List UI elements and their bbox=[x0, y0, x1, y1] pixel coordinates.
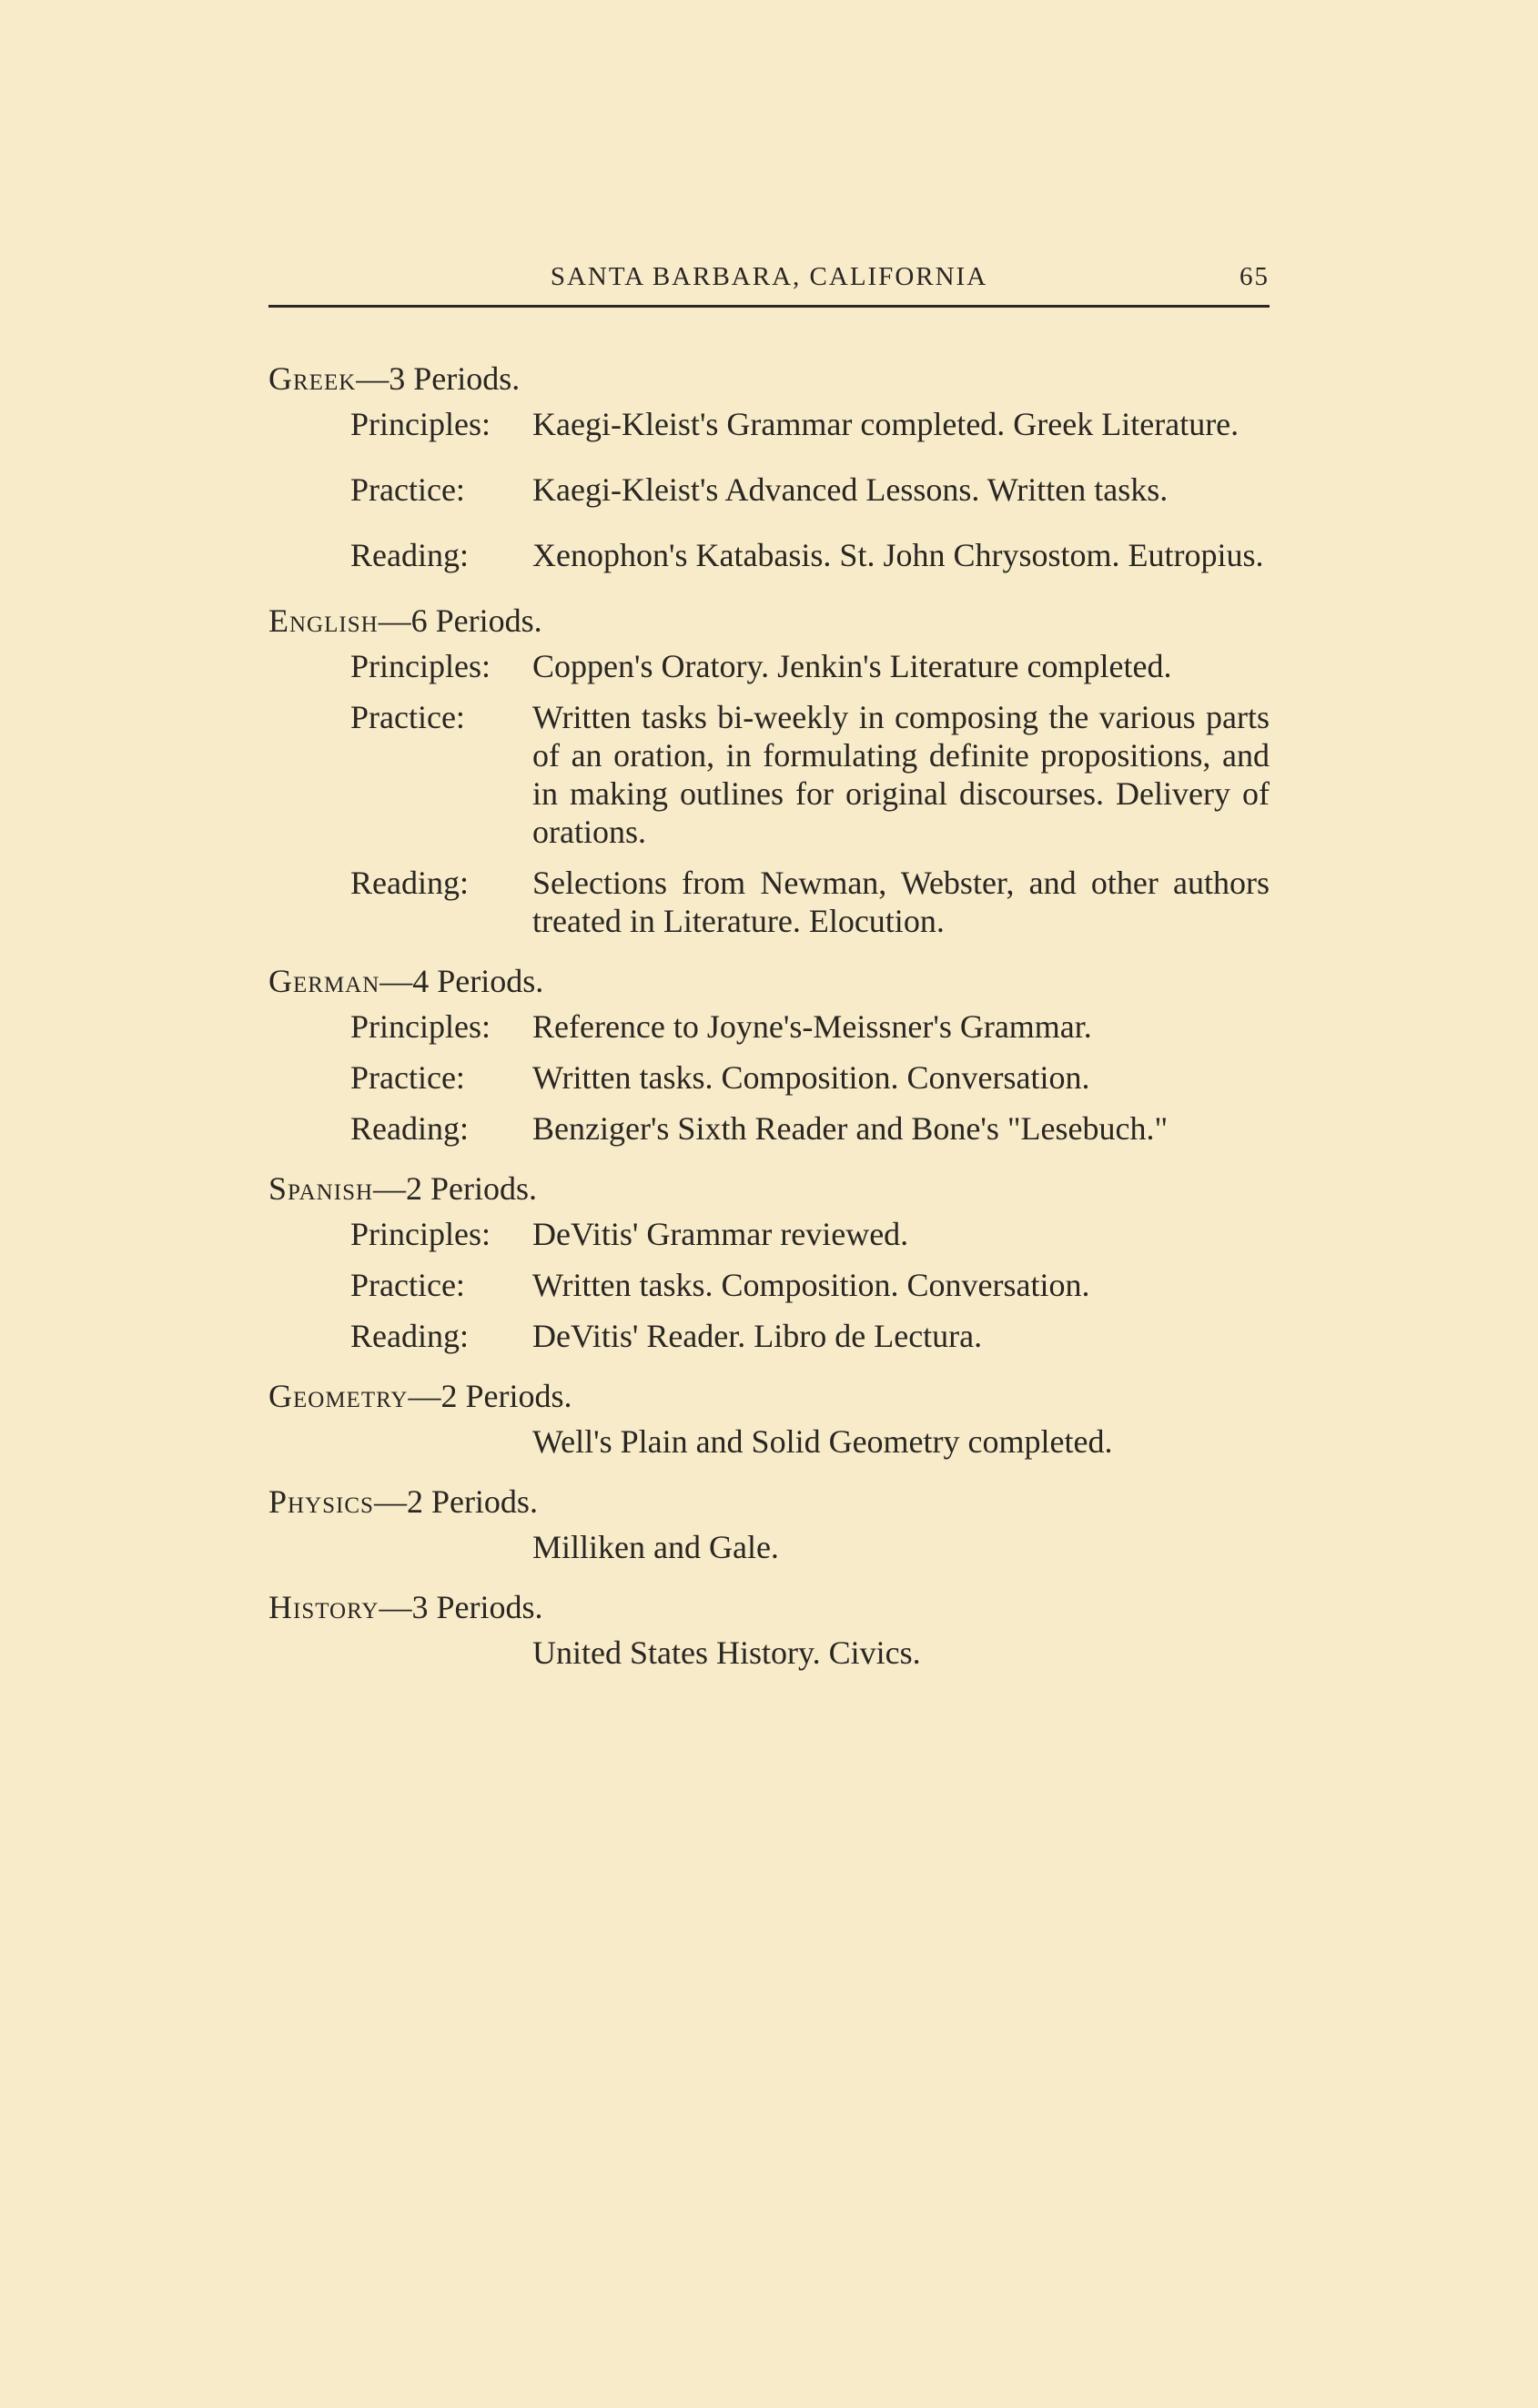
row-text: DeVitis' Reader. Libro de Lectura. bbox=[532, 1318, 983, 1354]
subject-row bbox=[268, 698, 1270, 851]
subject-name: Greek bbox=[268, 360, 357, 397]
row-text: Written tasks bi-weekly in composing the various parts of an oration, in formulating definite propositions, and in making outlines for original discourses. Delivery of orations. bbox=[532, 699, 1270, 850]
row-label: Practice: bbox=[350, 471, 465, 508]
row-label: Principles: bbox=[350, 648, 491, 684]
subject-row bbox=[268, 647, 1270, 685]
row-text: Written tasks. Composition. Conversation. bbox=[532, 1267, 1090, 1303]
row-text: Kaegi-Kleist's Advanced Lessons. Written tasks. bbox=[532, 471, 1169, 508]
row-label: Reading: bbox=[350, 537, 469, 573]
row-text: Selections from Newman, Webster, and other authors treated in Literature. Elocution. bbox=[532, 865, 1270, 939]
subject-periods: —2 Periods. bbox=[408, 1378, 572, 1414]
subject-heading bbox=[268, 1588, 1270, 1626]
subject-periods: —6 Periods. bbox=[378, 602, 542, 639]
row-label: Reading: bbox=[350, 1110, 469, 1147]
subject-heading bbox=[268, 962, 1270, 1000]
subject-row bbox=[268, 1317, 1270, 1355]
subject-name: Geometry bbox=[268, 1378, 409, 1414]
row-label: Principles: bbox=[350, 406, 491, 442]
row-text: Reference to Joyne's-Meissner's Grammar. bbox=[532, 1008, 1092, 1045]
subject-periods: —3 Periods. bbox=[356, 360, 521, 397]
course-content bbox=[268, 359, 1270, 1694]
subject-text: United States History. Civics. bbox=[532, 1634, 921, 1671]
subject-row bbox=[268, 536, 1270, 574]
subject-name: History bbox=[268, 1589, 379, 1625]
subject-physics bbox=[268, 1482, 1270, 1566]
row-text: Coppen's Oratory. Jenkin's Literature completed. bbox=[532, 648, 1172, 684]
subject-heading bbox=[268, 1482, 1270, 1521]
subject-history bbox=[268, 1588, 1270, 1672]
subject-geometry bbox=[268, 1377, 1270, 1461]
row-label: Practice: bbox=[350, 699, 465, 735]
header-title: SANTA BARBARA, CALIFORNIA bbox=[550, 262, 988, 291]
subject-english bbox=[268, 602, 1270, 940]
subject-periods: —2 Periods. bbox=[373, 1483, 538, 1520]
subject-row bbox=[268, 1109, 1270, 1148]
subject-periods: —2 Periods. bbox=[373, 1170, 538, 1207]
row-text: Written tasks. Composition. Conversation. bbox=[532, 1059, 1090, 1096]
subject-heading bbox=[268, 1169, 1270, 1208]
subject-row bbox=[268, 1058, 1270, 1097]
row-text: DeVitis' Grammar reviewed. bbox=[532, 1216, 909, 1252]
subject-row bbox=[268, 864, 1270, 940]
row-text: Kaegi-Kleist's Grammar completed. Greek Literature. bbox=[532, 406, 1240, 442]
row-text: Xenophon's Katabasis. St. John Chrysostom. Eutropius. bbox=[532, 537, 1264, 573]
subject-row bbox=[268, 405, 1270, 443]
subject-row bbox=[268, 470, 1270, 509]
row-text: Benziger's Sixth Reader and Bone's "Lesebuch." bbox=[532, 1110, 1169, 1147]
subject-row bbox=[268, 1215, 1270, 1253]
subject-name: German bbox=[268, 963, 380, 999]
row-label: Practice: bbox=[350, 1059, 465, 1096]
subject-name: Physics bbox=[268, 1483, 374, 1520]
subject-german bbox=[268, 962, 1270, 1148]
subject-row bbox=[268, 1266, 1270, 1304]
subject-name: English bbox=[268, 602, 379, 639]
row-label: Reading: bbox=[350, 1318, 469, 1354]
subject-spanish bbox=[268, 1169, 1270, 1355]
running-header bbox=[268, 262, 1270, 298]
subject-heading bbox=[268, 602, 1270, 640]
subject-greek bbox=[268, 359, 1270, 574]
subject-text: Milliken and Gale. bbox=[532, 1529, 779, 1565]
row-label: Principles: bbox=[350, 1216, 491, 1252]
subject-periods: —4 Periods. bbox=[379, 963, 544, 999]
subject-heading bbox=[268, 359, 1270, 398]
header-rule bbox=[268, 305, 1270, 308]
subject-name: Spanish bbox=[268, 1170, 374, 1207]
row-label: Principles: bbox=[350, 1008, 491, 1045]
row-label: Practice: bbox=[350, 1267, 465, 1303]
subject-periods: —3 Periods. bbox=[379, 1589, 543, 1625]
subject-text: Well's Plain and Solid Geometry completed. bbox=[532, 1423, 1113, 1460]
subject-row bbox=[268, 1007, 1270, 1046]
subject-heading bbox=[268, 1377, 1270, 1415]
row-label: Reading: bbox=[350, 865, 469, 901]
page-number: 65 bbox=[1240, 262, 1270, 291]
